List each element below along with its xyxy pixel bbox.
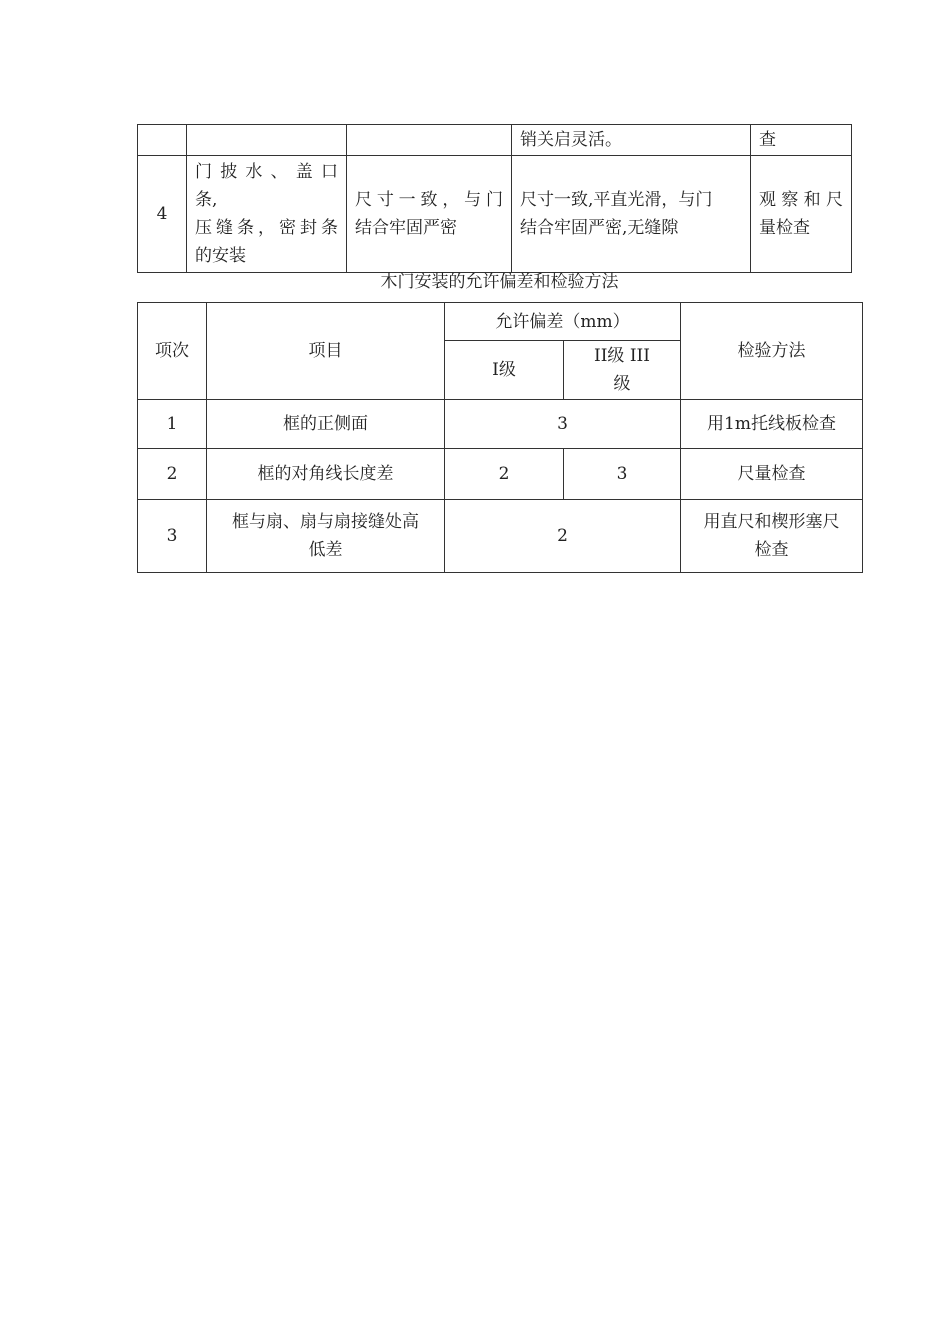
cell-item [187,156,347,273]
top-table [137,124,852,273]
cell-excellent-cont: 销关启灵活。 [512,125,751,156]
cell-method [681,500,863,573]
header-grade23 [564,341,681,400]
cell-value: 2 [445,500,681,573]
item-line: 框与扇、扇与扇接缝处高 [232,512,419,532]
table-row [138,449,863,500]
excellent-line: 结合牢固严密,无缝隙 [520,218,679,238]
cell-excellent [512,156,751,273]
item-line: 的安装 [195,246,246,266]
table-row [138,125,852,156]
cell-no: 3 [138,500,207,573]
cell-method: 用1m托线板检查 [681,400,863,449]
table-row [138,500,863,573]
cell-empty [138,125,187,156]
item-line: 低差 [308,540,343,560]
cell-item: 框的正侧面 [207,400,445,449]
cell-empty [347,125,512,156]
qualified-line: 尺寸一致，与门 [355,190,503,210]
cell-row-number: 4 [138,156,187,273]
cell-no: 2 [138,449,207,500]
header-tolerance: 允许偏差（mm） [445,303,681,341]
table-caption: 木门安装的允许偏差和检验方法 [380,272,619,292]
header-no: 项次 [138,303,207,400]
header-grade1: I级 [445,341,564,400]
cell-no: 1 [138,400,207,449]
method-line: 观察和尺 [759,190,843,210]
header-method: 检验方法 [681,303,863,400]
cell-method-cont: 查 [751,125,852,156]
item-line: 条, [195,190,218,210]
header-item: 项目 [207,303,445,400]
item-line: 压缝条，密封条 [195,218,338,238]
table-row [138,400,863,449]
method-line: 量检查 [759,218,810,238]
excellent-line: 尺寸一致,平直光滑，与门 [520,190,713,210]
table-row [138,156,852,273]
method-line: 检查 [754,540,789,560]
grade23-line: II级 III [594,346,650,366]
cell-grade1: 2 [445,449,564,500]
method-line: 用直尺和楔形塞尺 [703,512,840,532]
cell-grade23: 3 [564,449,681,500]
cell-empty [187,125,347,156]
cell-method [751,156,852,273]
cell-item [207,500,445,573]
cell-item: 框的对角线长度差 [207,449,445,500]
cell-value: 3 [445,400,681,449]
grade23-line: 级 [613,374,631,394]
item-line: 门披水、盖口 [195,162,338,182]
header-row [138,303,863,341]
cell-method: 尺量检查 [681,449,863,500]
deviation-table [137,302,863,573]
cell-qualified [347,156,512,273]
qualified-line: 结合牢固严密 [355,218,457,238]
